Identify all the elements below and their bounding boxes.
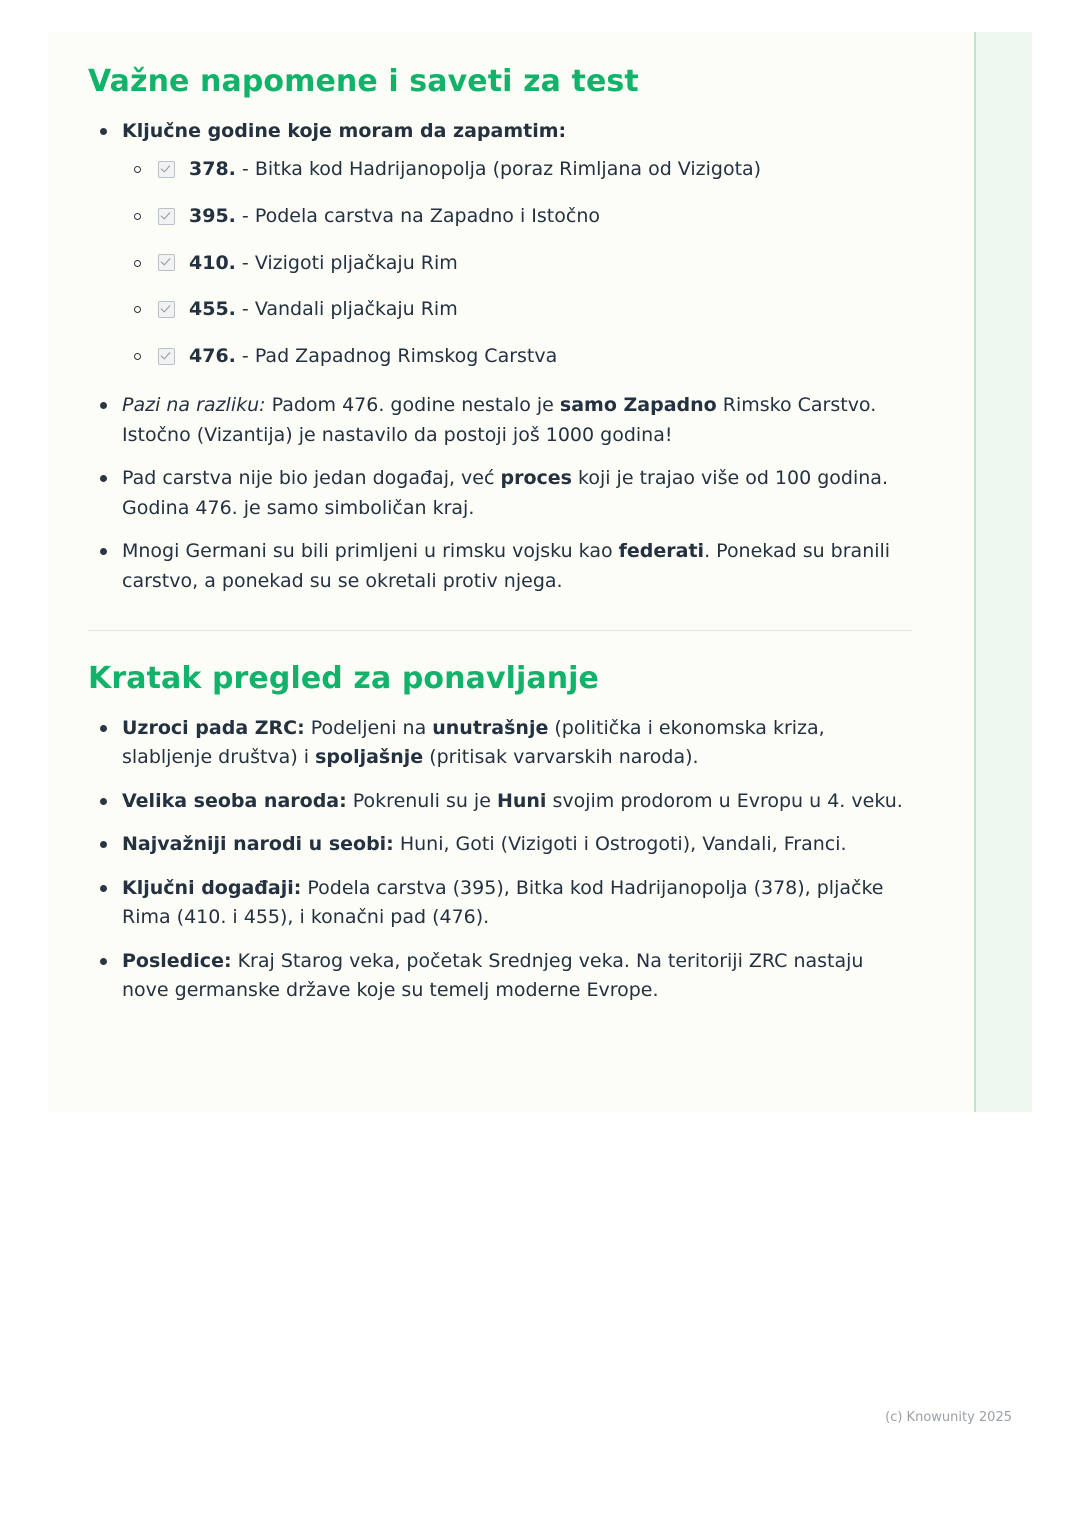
year-value: 395.: [189, 205, 236, 228]
summary-bold-a: Huni: [496, 789, 547, 812]
section-title-notes: Važne napomene i saveti za test: [88, 64, 639, 99]
section-title-summary: Kratak pregled za ponavljanje: [88, 661, 599, 697]
checkbox-icon[interactable]: [158, 348, 175, 365]
year-text: - Bitka kod Hadrijanopolja (poraz Rimljana od Vizigota): [235, 158, 762, 181]
year-value: 378.: [189, 158, 236, 181]
year-value: 410.: [189, 251, 236, 274]
note-text-a: Pad carstva nije bio jedan događaj, već: [122, 467, 501, 490]
summary-lead: Ključni događaji:: [122, 876, 302, 899]
year-entry: [189, 203, 600, 230]
list-item-year: [122, 343, 912, 370]
year-entry: [189, 343, 557, 370]
key-years-sublist: [122, 156, 912, 369]
summary-lead: Posledice:: [122, 949, 232, 972]
summary-text-a: Podeljeni na: [304, 717, 433, 740]
list-item-summary: [88, 830, 912, 859]
checkbox-icon[interactable]: [158, 301, 175, 318]
checkbox-icon[interactable]: [158, 254, 175, 271]
list-item-summary: [88, 787, 912, 816]
summary-text-b: (politička i ekonomska kriza, slabljenje društva) i: [122, 717, 825, 769]
list-item-year: [122, 203, 912, 230]
summary-text-a: Podela carstva (395), Bitka kod Hadrijanopolja (378), pljačke Rima (410. i 455), i konačni pad (476).: [122, 876, 884, 929]
summary-bullet-list: [88, 714, 912, 1006]
summary-text-a: Kraj Starog veka, početak Srednjeg veka. Na teritoriji ZRC nastaju nove germanske države koje su temelj moderne Evrope.: [122, 949, 864, 1002]
note-text-a: Mnogi Germani su bili primljeni u rimsku vojsku kao: [122, 540, 619, 563]
year-text: - Podela carstva na Zapadno i Istočno: [235, 205, 600, 228]
summary-text-b: svojim prodorom u Evropu u 4. veku.: [546, 789, 903, 812]
year-entry: [189, 250, 458, 277]
list-item-key-years: [88, 117, 912, 369]
summary-text-c: (pritisak varvarskih naroda).: [423, 746, 699, 769]
list-item-note-difference: [88, 391, 912, 450]
list-item-summary: [88, 874, 912, 933]
checkbox-icon[interactable]: [158, 208, 175, 225]
year-entry: [189, 156, 761, 183]
summary-lead: Velika seoba naroda:: [122, 789, 347, 812]
list-item-summary: [88, 947, 912, 1006]
list-item-note-federati: [88, 537, 912, 596]
note-text-b: . Ponekad su branili carstvo, a ponekad su se okretali protiv njega.: [122, 540, 891, 592]
list-item-summary: [88, 714, 912, 773]
note-text-b: koji je trajao više od 100 godina. Godina 476. je samo simboličan kraj.: [122, 467, 888, 519]
note-text-b: Rimsko Carstvo. Istočno (Vizantija) je nastavilo da postoji još 1000 godina!: [122, 394, 877, 446]
checkbox-icon[interactable]: [158, 161, 175, 178]
summary-lead: Najvažniji narodi u seobi:: [122, 833, 394, 856]
year-entry: [189, 296, 458, 323]
document-page: [48, 32, 1032, 1112]
summary-text-a: Huni, Goti (Vizigoti i Ostrogoti), Vandali, Franci.: [393, 833, 847, 856]
summary-text-a: Pokrenuli su je: [346, 789, 497, 812]
year-text: - Vizigoti pljačkaju Rim: [235, 251, 458, 274]
summary-lead: Uzroci pada ZRC:: [122, 717, 305, 740]
list-item-note-process: [88, 464, 912, 523]
note-bold-a: samo Zapadno: [559, 394, 717, 417]
list-item-year: [122, 250, 912, 277]
summary-bold-a: unutrašnje: [432, 717, 549, 740]
page-footer: (c) Knowunity 2025: [885, 1410, 1012, 1425]
year-value: 476.: [189, 344, 236, 367]
notes-bullet-list: [88, 117, 912, 596]
note-bold-a: federati: [618, 540, 705, 563]
section-divider: [88, 630, 912, 631]
year-text: - Vandali pljačkaju Rim: [235, 298, 458, 321]
document-content: [48, 32, 1032, 1060]
list-item-year: [122, 156, 912, 183]
year-value: 455.: [189, 298, 236, 321]
key-years-label: Ključne godine koje moram da zapamtim:: [122, 120, 567, 142]
summary-bold-b: spoljašnje: [315, 746, 424, 769]
list-item-year: [122, 296, 912, 323]
note-bold-a: proces: [500, 467, 572, 490]
note-text-a: Padom 476. godine nestalo je: [265, 394, 560, 417]
note-emphasis: Pazi na razliku:: [122, 394, 266, 417]
year-text: - Pad Zapadnog Rimskog Carstva: [235, 344, 558, 367]
